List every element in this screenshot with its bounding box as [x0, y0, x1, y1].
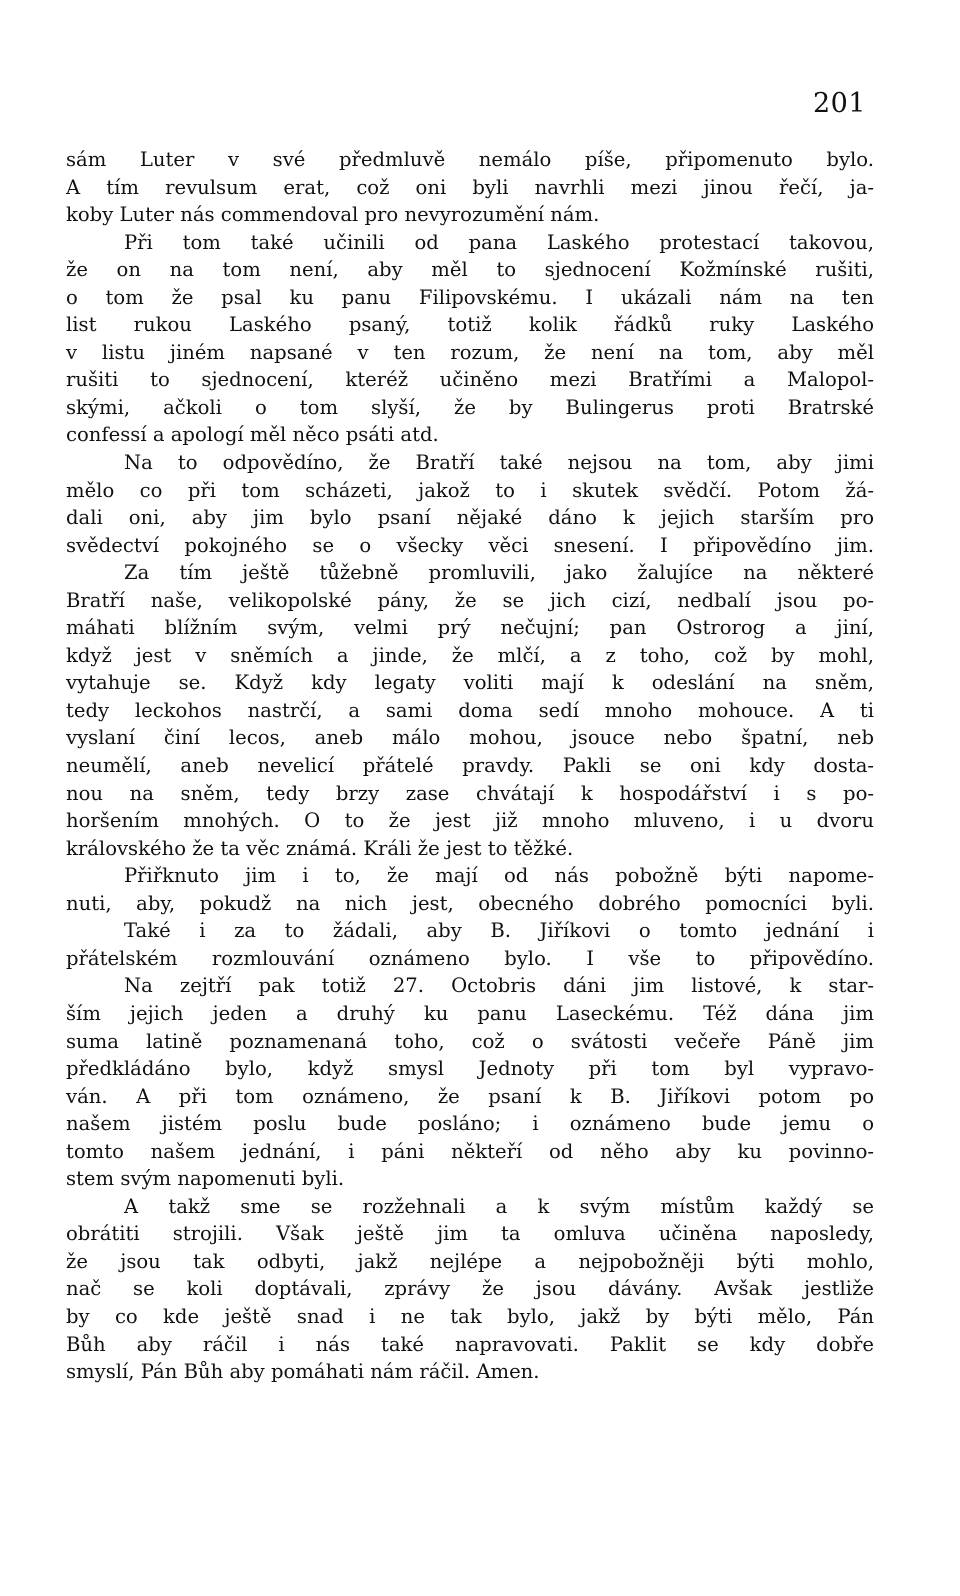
text-line: nuti, aby, pokudž na nich jest, obecného dobrého pomocníci byli. — [66, 891, 874, 915]
text-line: předkládáno bylo, když smysl Jednoty při tom byl vypravo- — [66, 1057, 874, 1081]
text-line: koby Luter nás commendoval pro nevyrozumění nám. — [66, 203, 600, 227]
text-line: nač se koli doptávali, zprávy že jsou dávány. Avšak jestliže — [66, 1277, 874, 1301]
text-line: vytahuje se. Když kdy legaty voliti mají k odeslání na sněm, — [66, 671, 874, 695]
paragraph-start-line: Přiřknuto jim i to, že mají od nás pobožně býti napome- — [124, 864, 874, 888]
text-line: když jest v sněmích a jinde, že mlčí, a z toho, což by mohl, — [66, 643, 874, 667]
text-line: tomto našem jednání, i páni někteří od něho aby ku povinno- — [66, 1139, 874, 1163]
text-line: suma latině poznamenaná toho, což o svátosti večeře Páně jim — [66, 1029, 874, 1053]
text-line: mělo co při tom scházeti, jakož to i skutek svědčí. Potom žá- — [66, 478, 874, 502]
paragraph-start-line: A takž sme se rozžehnali a k svým místům každý se — [124, 1194, 874, 1218]
text-line: královského že ta věc známá. Králi že jest to těžké. — [66, 836, 574, 860]
text-line: Bratří naše, velikopolské pány, že se jich cizí, nedbalí jsou po- — [66, 588, 874, 612]
text-line: by co kde ještě snad i ne tak bylo, jakž by býti mělo, Pán — [66, 1304, 874, 1328]
text-line: ván. A při tom oznámeno, že psaní k B. Jiříkovi potom po — [66, 1084, 874, 1108]
text-line: list rukou Laského psaný, totiž kolik řádků ruky Laského — [66, 313, 874, 337]
text-line: horšením mnohých. O to že jest již mnoho mluveno, i u dvoru — [66, 809, 874, 833]
text-line: smyslí, Pán Bůh aby pomáhati nám ráčil. Amen. — [66, 1360, 540, 1384]
paragraph-start-line: Na zejtří pak totiž 27. Octobris dáni jim listové, k star- — [124, 974, 874, 998]
text-line: sám Luter v své předmluvě nemálo píše, připomenuto bylo. — [66, 148, 874, 171]
text-line: máhati blížním svým, velmi prý nečujní; pan Ostrorog a jiní, — [66, 616, 874, 640]
paragraph-start-line: Za tím ještě tůžebně promluvili, jako žalujíce na některé — [124, 561, 874, 585]
text-line: přátelském rozmlouvání oznámeno bylo. I vše to připovědíno. — [66, 946, 874, 970]
text-line: obrátiti strojili. Však ještě jim ta omluva učiněna naposledy, — [66, 1222, 874, 1246]
text-line: ším jejich jeden a druhý ku panu Laseckému. Též dána jim — [66, 1001, 874, 1025]
page-number: 201 — [812, 88, 866, 119]
text-line: tedy leckohos nastrčí, a sami doma sedí mnoho mohouce. A ti — [66, 698, 874, 722]
paragraph-start-line: Na to odpovědíno, že Bratří také nejsou na tom, aby jimi — [124, 451, 874, 475]
text-line: svědectví pokojného se o všecky věci snesení. I připovědíno jim. — [66, 533, 874, 557]
text-line: confessí a apologí měl něco psáti atd. — [66, 423, 439, 447]
text-line: našem jistém poslu bude posláno; i oznámeno bude jemu o — [66, 1112, 874, 1136]
text-line: skými, ačkoli o tom slyší, že by Bulingerus proti Bratrské — [66, 395, 874, 419]
paragraph-start-line: Také i za to žádali, aby B. Jiříkovi o tomto jednání i — [124, 919, 874, 943]
body-text — [66, 146, 874, 1386]
text-line: že on na tom není, aby měl to sjednocení Kožmínské rušiti, — [66, 258, 874, 282]
text-line: stem svým napomenuti byli. — [66, 1167, 345, 1191]
text-line: A tím revulsum erat, což oni byli navrhli mezi jinou řečí, ja- — [66, 175, 874, 199]
text-line: Bůh aby ráčil i nás také napravovati. Paklit se kdy dobře — [66, 1332, 874, 1356]
text-line: vyslaní činí lecos, aneb málo mohou, jsouce nebo špatní, neb — [66, 726, 874, 750]
paragraph-start-line: Při tom také učinili od pana Laského protestací takovou, — [124, 230, 874, 254]
text-line: dali oni, aby jim bylo psaní nějaké dáno k jejich starším pro — [66, 506, 874, 530]
text-line: rušiti to sjednocení, kteréž učiněno mezi Bratřími a Malopol- — [66, 368, 874, 392]
text-line: o tom že psal ku panu Filipovskému. I ukázali nám na ten — [66, 285, 874, 309]
text-line: neumělí, aneb nevelicí přátelé pravdy. Pakli se oni kdy dosta- — [66, 754, 874, 778]
text-line: v listu jiném napsané v ten rozum, že není na tom, aby měl — [66, 340, 874, 364]
text-line: že jsou tak odbyti, jakž nejlépe a nejpobožněji býti mohlo, — [66, 1249, 874, 1273]
text-line: nou na sněm, tedy brzy zase chvátají k hospodářství i s po- — [66, 781, 874, 805]
